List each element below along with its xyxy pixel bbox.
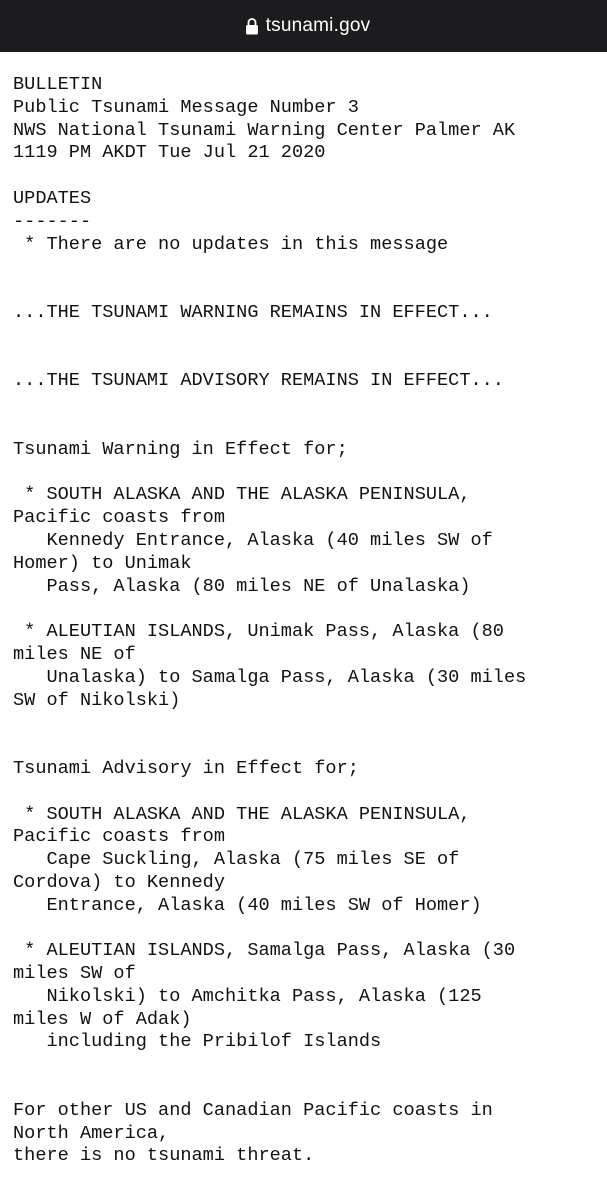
bulletin-line: Cordova) to Kennedy (13, 871, 226, 893)
url-display[interactable] (245, 15, 371, 37)
bulletin-line: Entrance, Alaska (40 miles SW of Homer) (13, 894, 482, 916)
bulletin-line: ...THE TSUNAMI ADVISORY REMAINS IN EFFECT... (13, 370, 504, 392)
bulletin-line: miles W of Adak) (13, 1008, 192, 1030)
bulletin-line: ------- (13, 210, 92, 232)
bulletin-line: 1119 PM AKDT Tue Jul 21 2020 (13, 142, 326, 164)
bulletin-line: For other US and Canadian Pacific coasts in (13, 1099, 493, 1121)
url-text: tsunami.gov (265, 15, 371, 36)
bulletin-line: * SOUTH ALASKA AND THE ALASKA PENINSULA, (13, 484, 471, 506)
bulletin-line (13, 712, 603, 735)
bulletin-line: Unalaska) to Samalga Pass, Alaska (30 miles (13, 666, 527, 688)
bulletin-line: miles SW of (13, 963, 136, 985)
bulletin-line: UPDATES (13, 187, 92, 209)
bulletin-line (13, 393, 603, 416)
bulletin-line: NWS National Tsunami Warning Center Palmer AK (13, 119, 516, 141)
bulletin-line (13, 735, 603, 758)
bulletin-line (13, 256, 603, 279)
bulletin-line: miles NE of (13, 643, 136, 665)
bulletin-line: Tsunami Advisory in Effect for; (13, 757, 359, 779)
lock-icon (245, 17, 259, 35)
bulletin-line (13, 325, 603, 348)
bulletin-line (13, 462, 603, 485)
bulletin-line: North America, (13, 1122, 170, 1144)
bulletin-line (13, 598, 603, 621)
bulletin-text (13, 74, 603, 1168)
bulletin-line (13, 1054, 603, 1077)
bulletin-line (13, 348, 603, 371)
bulletin-line: Pacific coasts from (13, 507, 226, 529)
bulletin-line (13, 781, 603, 804)
bulletin-line: Public Tsunami Message Number 3 (13, 96, 359, 118)
bulletin-line (13, 416, 603, 439)
bulletin-line: * ALEUTIAN ISLANDS, Samalga Pass, Alaska (30 (13, 940, 516, 962)
bulletin-line (13, 165, 603, 188)
bulletin-line: BULLETIN (13, 74, 103, 95)
bulletin-line: * There are no updates in this message (13, 233, 449, 255)
bulletin-line: Kennedy Entrance, Alaska (40 miles SW of (13, 529, 493, 551)
bulletin-line: * SOUTH ALASKA AND THE ALASKA PENINSULA, (13, 803, 471, 825)
bulletin-line: ...THE TSUNAMI WARNING REMAINS IN EFFECT... (13, 301, 493, 323)
bulletin-line: Pacific coasts from (13, 826, 226, 848)
bulletin-line (13, 917, 603, 940)
bulletin-line: Nikolski) to Amchitka Pass, Alaska (125 (13, 985, 482, 1007)
address-bar[interactable] (0, 0, 607, 52)
bulletin-line (13, 1077, 603, 1100)
bulletin-line (13, 279, 603, 302)
bulletin-line: Tsunami Warning in Effect for; (13, 438, 348, 460)
bulletin-line: there is no tsunami threat. (13, 1145, 315, 1167)
bulletin-line: including the Pribilof Islands (13, 1031, 382, 1053)
bulletin-line: SW of Nikolski) (13, 689, 181, 711)
bulletin-line: Homer) to Unimak (13, 552, 192, 574)
bulletin-line: * ALEUTIAN ISLANDS, Unimak Pass, Alaska (80 (13, 621, 504, 643)
bulletin-line: Cape Suckling, Alaska (75 miles SE of (13, 849, 460, 871)
bulletin-line: Pass, Alaska (80 miles NE of Unalaska) (13, 575, 471, 597)
